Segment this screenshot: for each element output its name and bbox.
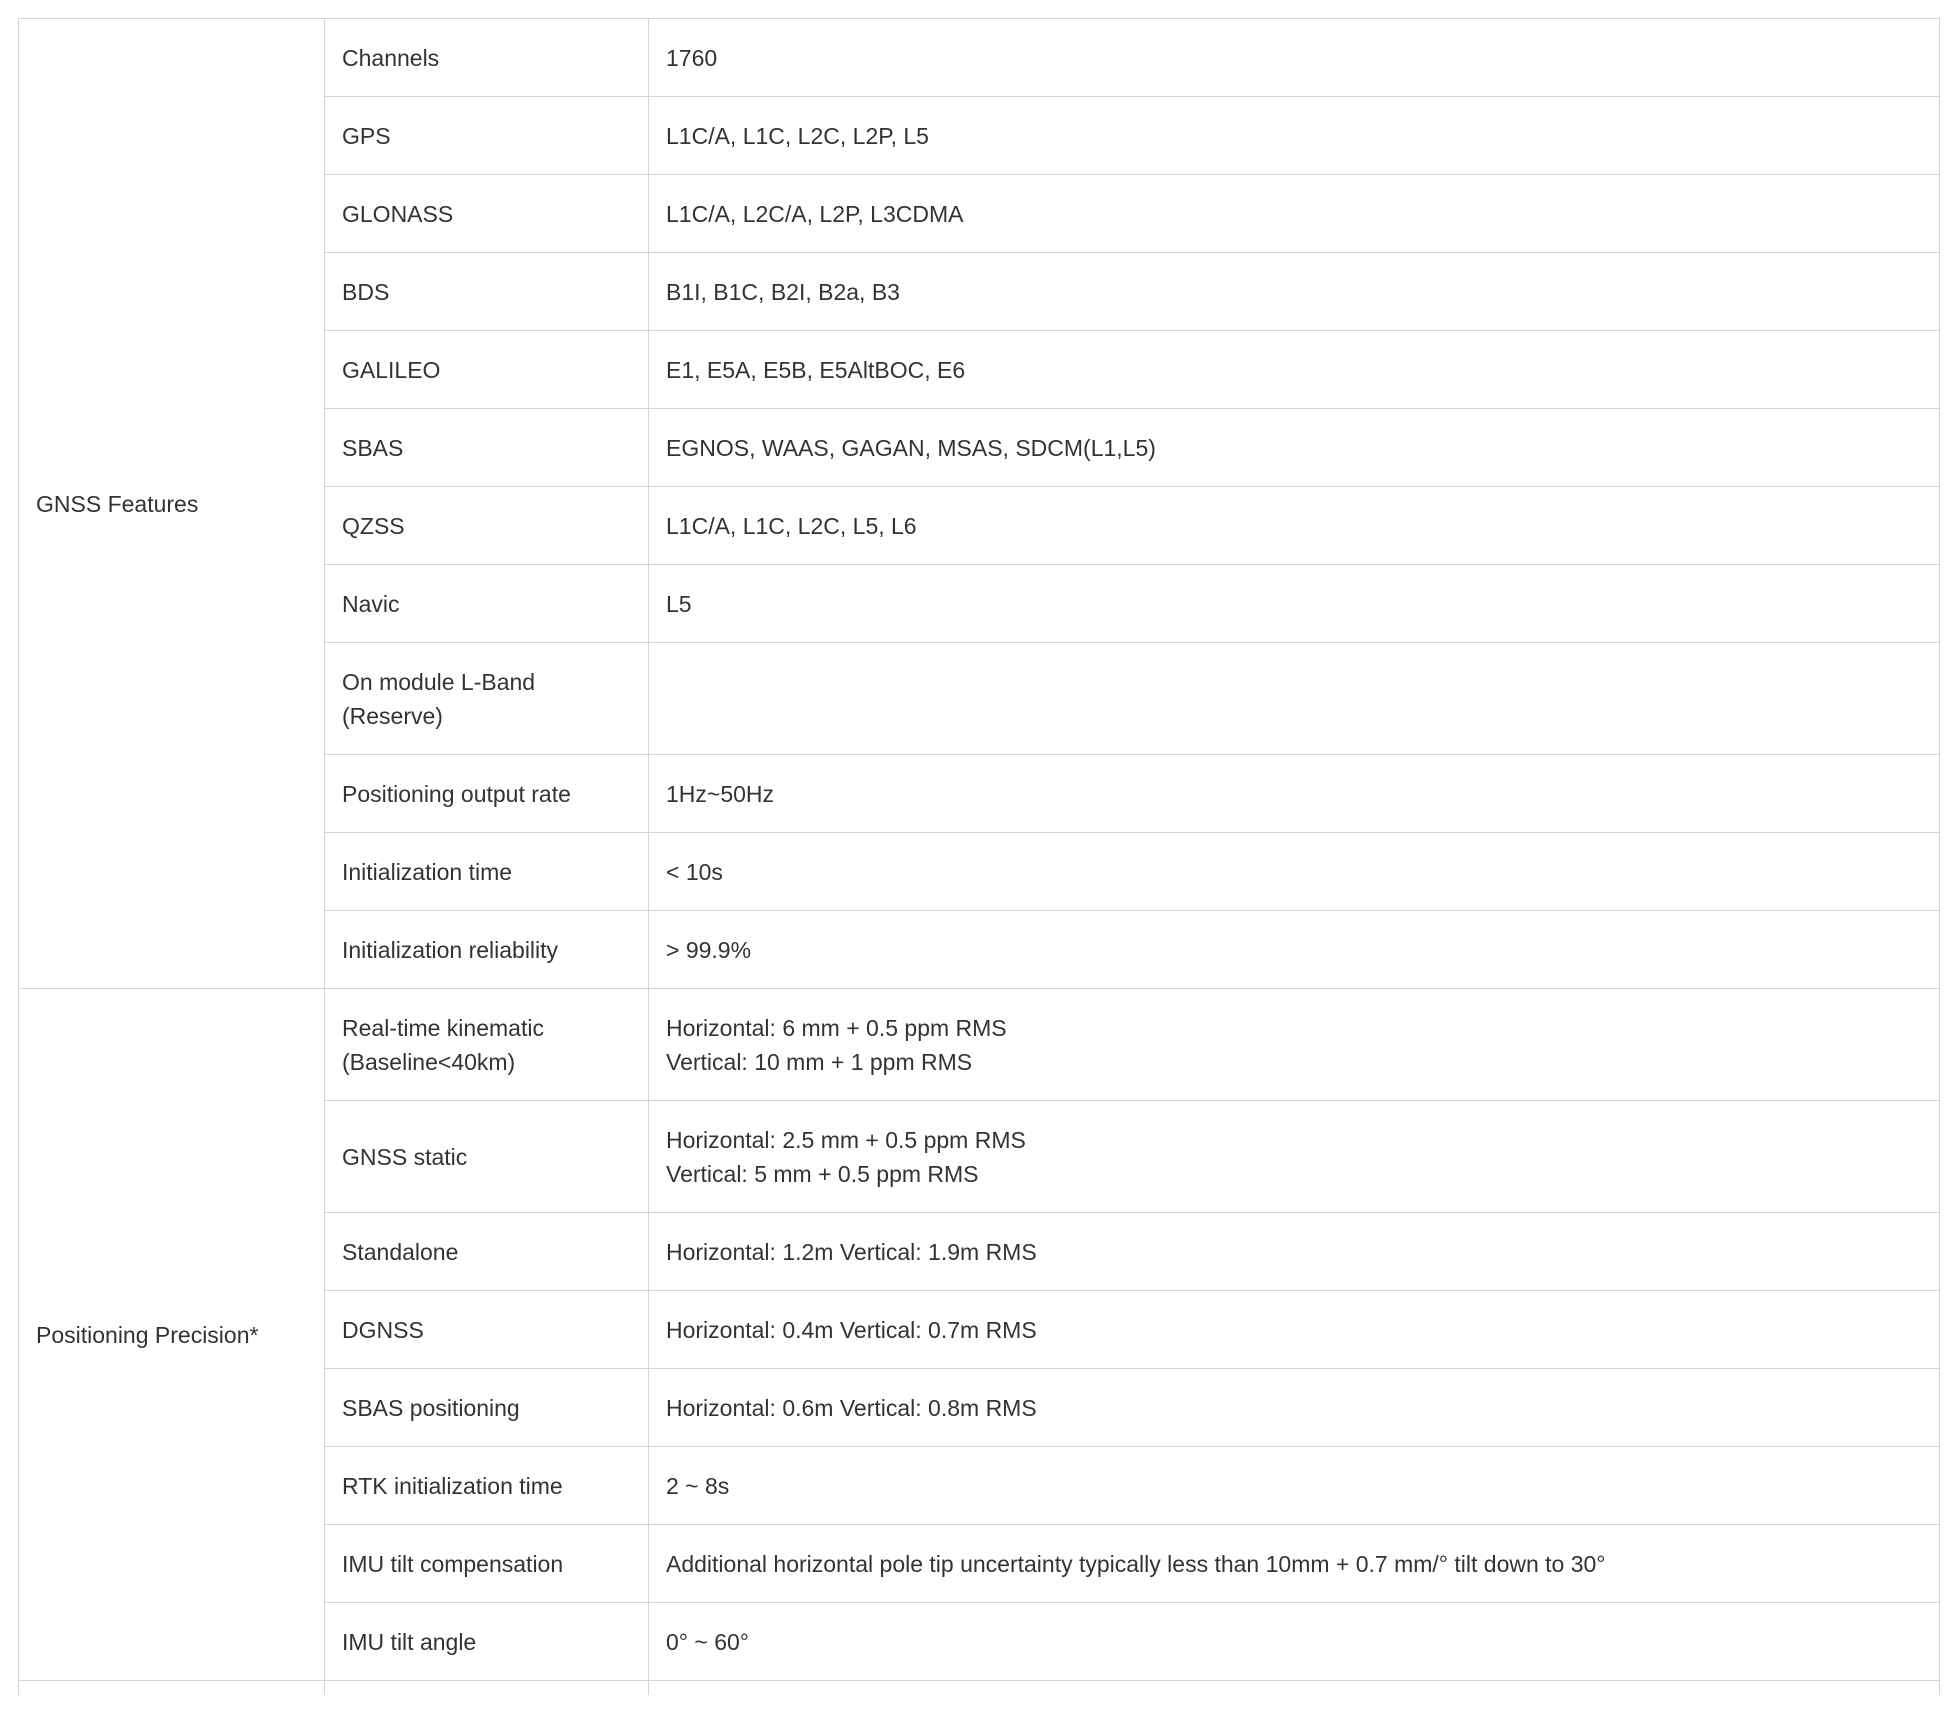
- empty-cell: [19, 1681, 325, 1696]
- spec-value: Horizontal: 2.5 mm + 0.5 ppm RMS Vertical: 5 mm + 0.5 ppm RMS: [649, 1101, 1940, 1213]
- spec-value: L1C/A, L2C/A, L2P, L3CDMA: [649, 175, 1940, 253]
- spec-value: L1C/A, L1C, L2C, L2P, L5: [649, 97, 1940, 175]
- spec-value: Horizontal: 0.6m Vertical: 0.8m RMS: [649, 1369, 1940, 1447]
- spec-label: GPS: [325, 97, 649, 175]
- spec-value: Horizontal: 6 mm + 0.5 ppm RMS Vertical: 10 mm + 1 ppm RMS: [649, 989, 1940, 1101]
- spec-value: 1Hz~50Hz: [649, 755, 1940, 833]
- spec-label: Standalone: [325, 1213, 649, 1291]
- spec-value: Horizontal: 1.2m Vertical: 1.9m RMS: [649, 1213, 1940, 1291]
- spec-value: [649, 643, 1940, 755]
- spec-label: Navic: [325, 565, 649, 643]
- spec-label: GALILEO: [325, 331, 649, 409]
- spec-value: Additional horizontal pole tip uncertainty typically less than 10mm + 0.7 mm/° tilt down to 30°: [649, 1525, 1940, 1603]
- spec-label: DGNSS: [325, 1291, 649, 1369]
- spec-value: > 99.9%: [649, 911, 1940, 989]
- spec-label: Initialization time: [325, 833, 649, 911]
- table-row: [19, 989, 1940, 1101]
- empty-cell: [325, 1681, 649, 1696]
- spec-value: 2 ~ 8s: [649, 1447, 1940, 1525]
- spec-label: GLONASS: [325, 175, 649, 253]
- spec-label: IMU tilt compensation: [325, 1525, 649, 1603]
- spec-label: SBAS positioning: [325, 1369, 649, 1447]
- spec-label: BDS: [325, 253, 649, 331]
- spec-value: EGNOS, WAAS, GAGAN, MSAS, SDCM(L1,L5): [649, 409, 1940, 487]
- empty-cell: [649, 1681, 1940, 1696]
- spec-value: L5: [649, 565, 1940, 643]
- spec-value: L1C/A, L1C, L2C, L5, L6: [649, 487, 1940, 565]
- spec-label: On module L-Band (Reserve): [325, 643, 649, 755]
- table-row: [19, 19, 1940, 97]
- spec-value: < 10s: [649, 833, 1940, 911]
- spec-label: IMU tilt angle: [325, 1603, 649, 1681]
- spec-label: QZSS: [325, 487, 649, 565]
- group-label: GNSS Features: [19, 19, 325, 989]
- spec-label: Channels: [325, 19, 649, 97]
- table-row: [19, 1681, 1940, 1696]
- spec-label: Initialization reliability: [325, 911, 649, 989]
- spec-table-body: [19, 19, 1940, 1696]
- spec-table: [18, 18, 1940, 1695]
- spec-label: GNSS static: [325, 1101, 649, 1213]
- spec-value: E1, E5A, E5B, E5AltBOC, E6: [649, 331, 1940, 409]
- spec-value: B1I, B1C, B2I, B2a, B3: [649, 253, 1940, 331]
- spec-value: 0° ~ 60°: [649, 1603, 1940, 1681]
- spec-value: 1760: [649, 19, 1940, 97]
- spec-label: SBAS: [325, 409, 649, 487]
- spec-value: Horizontal: 0.4m Vertical: 0.7m RMS: [649, 1291, 1940, 1369]
- spec-label: Real-time kinematic (Baseline<40km): [325, 989, 649, 1101]
- spec-label: RTK initialization time: [325, 1447, 649, 1525]
- group-label: Positioning Precision*: [19, 989, 325, 1681]
- spec-label: Positioning output rate: [325, 755, 649, 833]
